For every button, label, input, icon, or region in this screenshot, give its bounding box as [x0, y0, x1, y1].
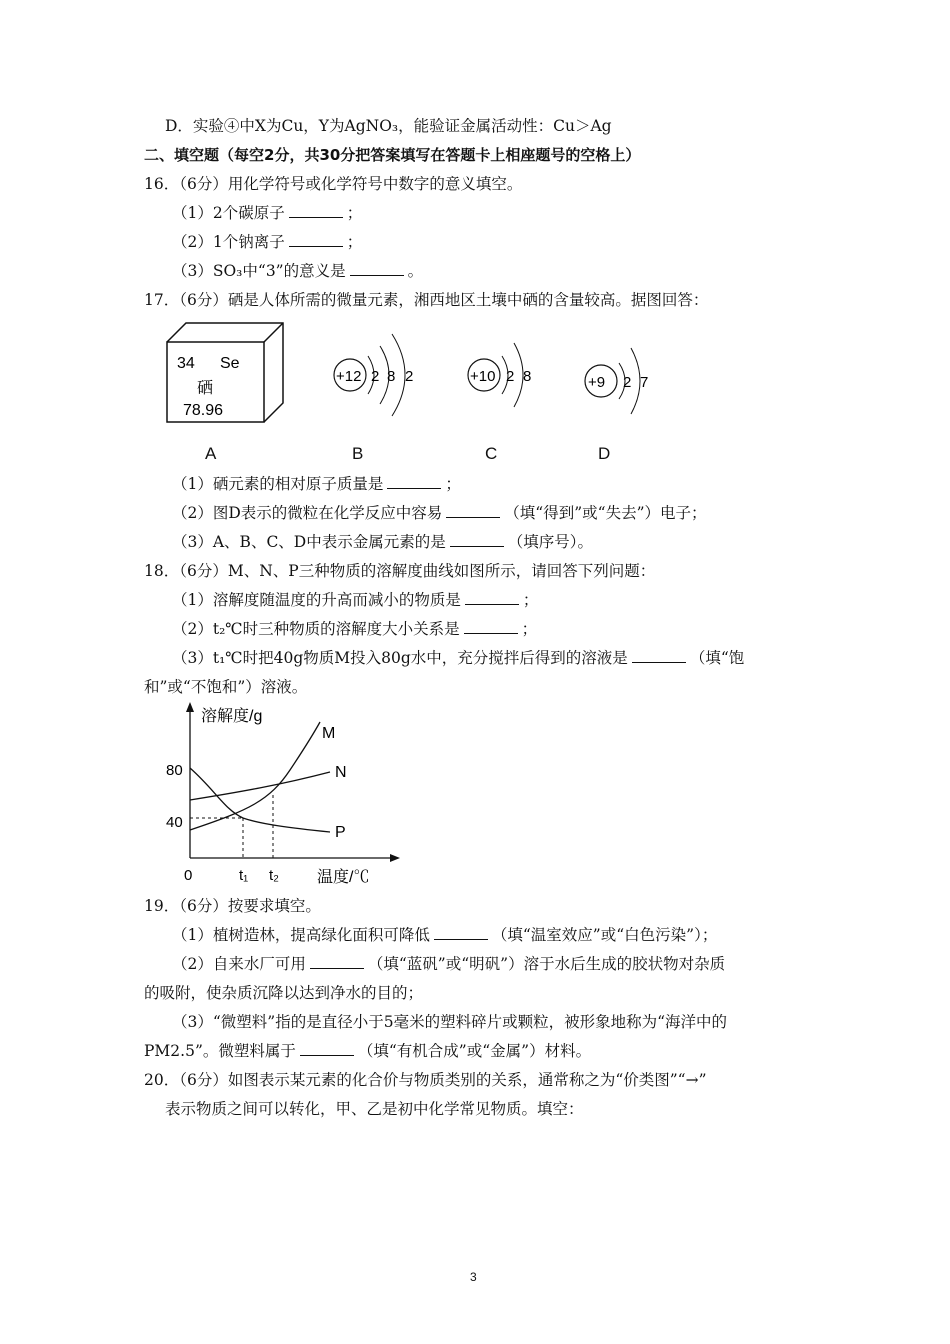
section-heading: 二、填空题（每空2分，共30分把答案填写在答题卡上相座题号的空格上） — [144, 146, 641, 164]
series-label-m: M — [322, 725, 336, 742]
q19-part3-tail: （填“有机合成”或“金属”）材料。 — [357, 1042, 592, 1060]
curve-n — [190, 772, 330, 800]
figure-label-a: A — [205, 444, 217, 463]
q18-part3 — [172, 648, 744, 668]
atom-d — [585, 348, 648, 414]
series-label-p: P — [335, 824, 346, 841]
q17-part2-tail: （填“得到”或“失去”）电子； — [504, 504, 707, 522]
q19-part3: （3）“微塑料”指的是直径小于5毫米的塑料碎片或颗粒，被形象地称为“海洋中的 — [172, 1013, 727, 1031]
solubility-chart — [160, 700, 410, 890]
q16-part3 — [172, 261, 423, 281]
shell-b-2: 8 — [387, 368, 396, 385]
x-tick-t1: t₁ — [239, 867, 249, 884]
q19-part3-text: PM2.5”。微塑料属于 — [144, 1042, 296, 1060]
shell-b-1: 2 — [371, 368, 380, 385]
q16-part2 — [172, 232, 362, 252]
q16-part3-text: （3）SO₃中“3”的意义是 — [172, 262, 346, 280]
atomic-number: 34 — [177, 355, 195, 372]
q19-part2 — [172, 954, 725, 974]
answer-blank[interactable] — [387, 474, 441, 489]
atom-b — [334, 334, 413, 416]
q18-part3-tail: （填“饱 — [689, 649, 745, 667]
nucleus-d: +9 — [588, 374, 606, 391]
answer-blank[interactable] — [450, 532, 504, 547]
q18-part1-text: （1）溶解度随温度的升高而减小的物质是 — [172, 591, 461, 609]
nucleus-b: +12 — [336, 368, 362, 385]
answer-blank[interactable] — [300, 1041, 354, 1056]
y-axis-label: 溶解度/g — [201, 708, 263, 725]
answer-blank[interactable] — [350, 261, 404, 276]
q16-part3-punct: 。 — [407, 262, 424, 280]
q18-part1 — [172, 590, 538, 610]
q20-stem: 20．（6分）如图表示某元素的化合价与物质类别的关系，通常称之为“价类图”“→” — [144, 1071, 707, 1089]
shell-d-2: 7 — [640, 374, 649, 391]
shell-c-1: 2 — [506, 368, 515, 385]
q19-part1-text: （1）植树造林，提高绿化面积可降低 — [172, 926, 430, 944]
q17-part3-text: （3）A、B、C、D中表示金属元素的是 — [172, 533, 446, 551]
q16-stem: 16．（6分）用化学符号或化学符号中数字的意义填空。 — [144, 175, 523, 193]
q19-part2-cont: 的吸附，使杂质沉降以达到净水的目的； — [144, 984, 424, 1002]
nucleus-c: +10 — [470, 368, 496, 385]
q19-part1-tail: （填“温室效应”或“白色污染”）； — [491, 926, 718, 944]
q18-part2 — [172, 619, 537, 639]
atom-c — [468, 343, 531, 407]
q17-part2-text: （2）图D表示的微粒在化学反应中容易 — [172, 504, 443, 522]
answer-blank[interactable] — [289, 232, 343, 247]
shell-d-1: 2 — [623, 374, 632, 391]
answer-blank[interactable] — [446, 503, 500, 518]
atomic-mass: 78.96 — [183, 402, 224, 419]
q17-part3-tail: （填序号）。 — [507, 533, 593, 551]
element-box — [167, 323, 283, 422]
q17-part2 — [172, 503, 707, 523]
figure-label-b: B — [352, 444, 364, 463]
q18-part3-text: （3）t₁℃时把40g物质M投入80g水中，充分搅拌后得到的溶液是 — [172, 649, 628, 667]
figure-label-c: C — [485, 444, 498, 463]
q16-part1 — [172, 203, 362, 223]
q18-part3-cont: 和”或“不饱和”）溶液。 — [144, 678, 308, 696]
answer-blank[interactable] — [464, 619, 518, 634]
element-name: 硒 — [197, 380, 214, 397]
y-tick-80: 80 — [166, 762, 183, 779]
q17-part1 — [172, 474, 461, 494]
y-tick-40: 40 — [166, 814, 183, 831]
answer-blank[interactable] — [632, 648, 686, 663]
q18-stem: 18．（6分）M、N、P三种物质的溶解度曲线如图所示，请回答下列问题： — [144, 562, 656, 580]
q19-part2-tail: （填“蓝矾”或“明矾”）溶于水后生成的胶状物对杂质 — [367, 955, 726, 973]
q18-part2-text: （2）t₂℃时三种物质的溶解度大小关系是 — [172, 620, 460, 638]
series-label-n: N — [335, 764, 347, 781]
x-axis-label: 温度/℃ — [317, 869, 370, 886]
answer-blank[interactable] — [289, 203, 343, 218]
origin-label: 0 — [184, 867, 193, 884]
shell-b-3: 2 — [405, 368, 414, 385]
page-number: 3 — [470, 1270, 477, 1284]
q17-part3 — [172, 532, 593, 552]
q16-part2-text: （2）1个钠离子 — [172, 233, 285, 251]
q17-stem: 17．（6分）硒是人体所需的微量元素，湘西地区土壤中硒的含量较高。据图回答： — [144, 291, 709, 309]
figure-label-d: D — [598, 444, 611, 463]
q16-part1-punct: ； — [346, 204, 363, 222]
q19-stem: 19．（6分）按要求填空。 — [144, 897, 321, 915]
q20-stem-cont: 表示物质之间可以转化，甲、乙是初中化学常见物质。填空： — [165, 1100, 584, 1118]
curve-m — [190, 722, 320, 830]
q19-part3-cont — [144, 1041, 591, 1061]
answer-blank[interactable] — [434, 925, 488, 940]
q17-part1-text: （1）硒元素的相对原子质量是 — [172, 475, 384, 493]
q16-part1-text: （1）2个碳原子 — [172, 204, 285, 222]
answer-blank[interactable] — [310, 954, 364, 969]
q19-part1 — [172, 925, 717, 945]
q19-part2-text: （2）自来水厂可用 — [172, 955, 306, 973]
element-symbol: Se — [220, 355, 240, 372]
q18-part1-punct: ； — [522, 591, 539, 609]
q18-part2-punct: ； — [521, 620, 538, 638]
shell-c-2: 8 — [523, 368, 532, 385]
q16-part2-punct: ； — [346, 233, 363, 251]
x-tick-t2: t₂ — [269, 867, 279, 884]
option-d: D．实验④中X为Cu，Y为AgNO₃，能验证金属活动性：Cu＞Ag — [165, 117, 612, 135]
answer-blank[interactable] — [465, 590, 519, 605]
q17-part1-punct: ； — [445, 475, 461, 493]
